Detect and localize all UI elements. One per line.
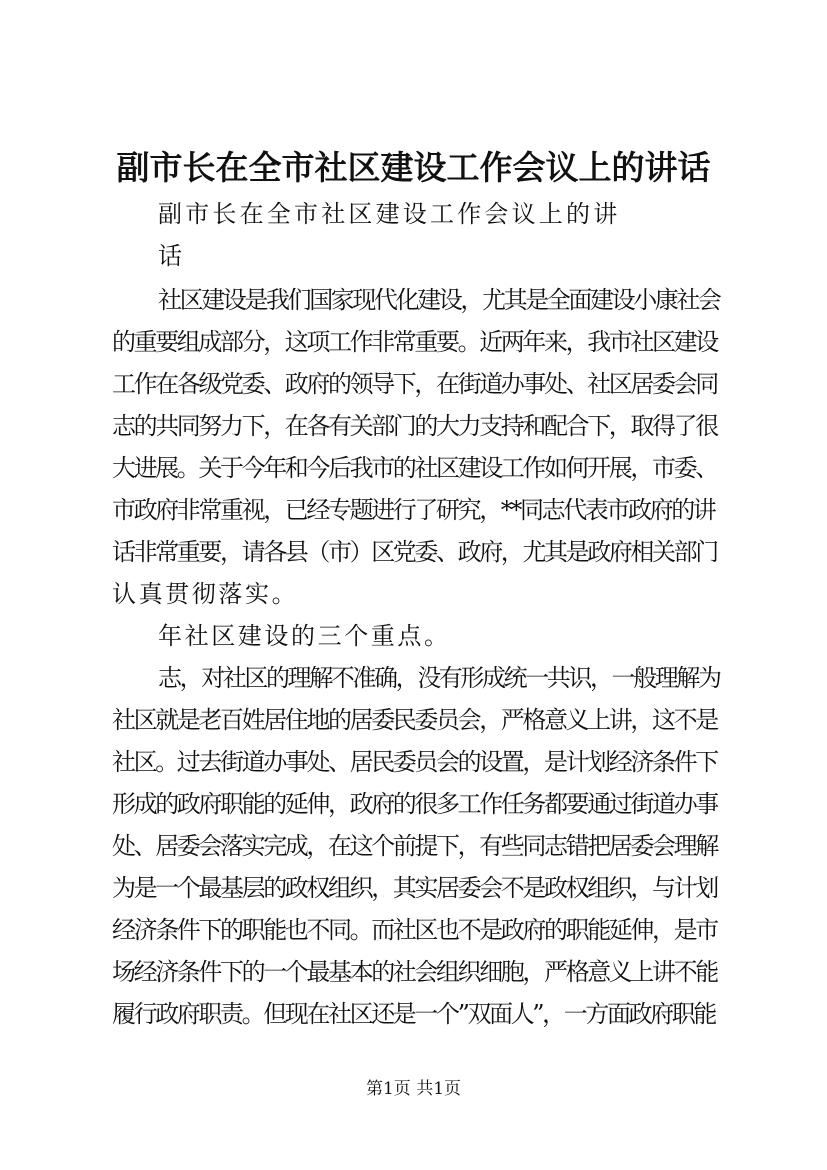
body-line: 的重要组成部分，这项工作非常重要。近两年来，我市社区建设 [112,328,717,356]
body-line: 市政府非常重视，已经专题进行了研究，**同志代表市政府的讲 [112,496,715,524]
body-line: 认真贯彻落实。 [112,580,299,608]
body-line: 社区就是老百姓居住地的居委民委员会，严格意义上讲，这不是 [112,706,717,734]
body-line: 经济条件下的职能也不同。而社区也不是政府的职能延伸，是市 [112,916,717,944]
body-line: 社区。过去街道办事处、居民委员会的设置，是计划经济条件下 [112,748,717,776]
body-line: 大进展。关于今年和今后我市的社区建设工作如何开展，市委、 [112,454,717,482]
body-line: 场经济条件下的一个最基本的社会组织细胞，严格意义上讲不能 [112,958,717,986]
body-line: 为是一个最基层的政权组织，其实居委会不是政权组织，与计划 [112,874,717,902]
document-subtitle: 副市长在全市社区建设工作会议上的讲 [158,200,621,228]
document-subtitle-continued: 话 [158,242,185,270]
body-line: 工作在各级党委、政府的领导下，在街道办事处、社区居委会同 [112,370,717,398]
body-line: 社区建设是我们国家现代化建设，尤其是全面建设小康社会 [158,286,720,314]
body-line: 志，对社区的理解不准确，没有形成统一共识，一般理解为 [158,664,720,692]
body-line: 形成的政府职能的延伸，政府的很多工作任务都要通过街道办事 [112,790,717,818]
document-title: 副市长在全市社区建设工作会议上的讲话 [116,148,711,187]
body-line: 年社区建设的三个重点。 [158,622,451,650]
page-footer: 第1页 共1页 [365,1079,462,1099]
body-line: 处、居委会落实完成，在这个前提下，有些同志错把居委会理解 [112,832,717,860]
body-line: 话非常重要，请各县（市）区党委、政府，尤其是政府相关部门 [112,538,717,566]
body-line: 履行政府职责。但现在社区还是一个”双面人”，一方面政府职能 [112,1000,715,1028]
body-line: 志的共同努力下，在各有关部门的大力支持和配合下，取得了很 [112,412,717,440]
